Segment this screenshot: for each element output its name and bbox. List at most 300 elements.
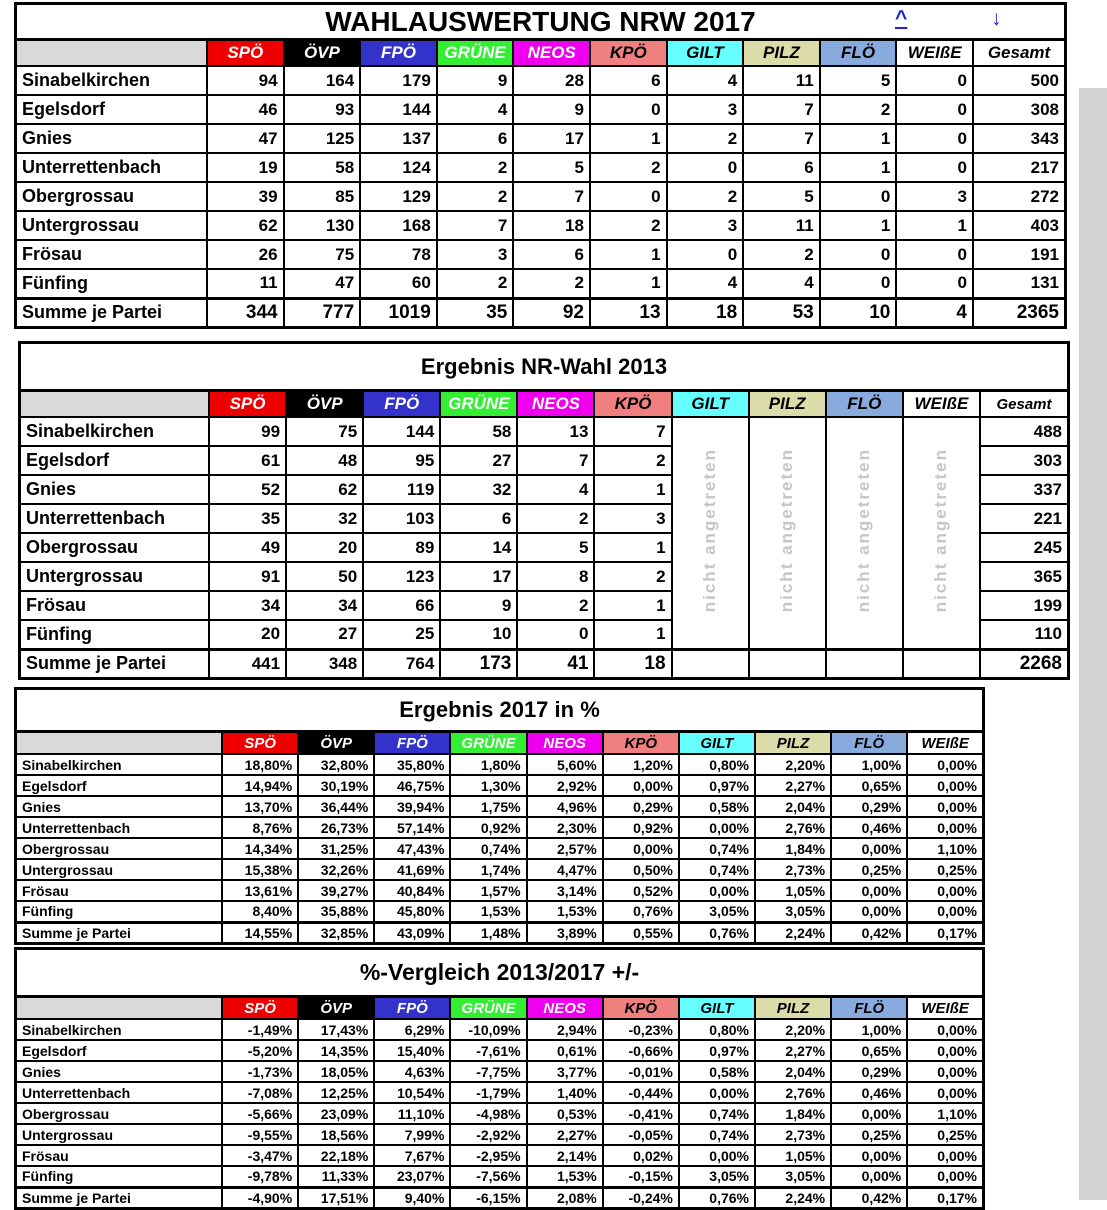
corner-cell[interactable]: [20, 391, 210, 418]
value-cell[interactable]: 1,10%: [907, 838, 983, 859]
value-cell[interactable]: 1: [594, 533, 671, 562]
value-cell[interactable]: 95: [363, 446, 440, 475]
value-cell[interactable]: -3,47%: [222, 1145, 298, 1166]
value-cell[interactable]: 12,25%: [298, 1082, 374, 1103]
value-cell[interactable]: 0,52%: [603, 880, 679, 901]
value-cell[interactable]: 1: [594, 591, 671, 620]
value-cell[interactable]: 14,35%: [298, 1040, 374, 1061]
sum-label-cell[interactable]: Summe je Partei: [20, 649, 210, 678]
party-header-kpo[interactable]: KPÖ: [590, 40, 667, 67]
value-cell[interactable]: 10: [440, 620, 517, 649]
value-cell[interactable]: 1,30%: [450, 775, 526, 796]
value-cell[interactable]: 2: [590, 211, 667, 240]
value-cell[interactable]: -0,23%: [603, 1019, 679, 1040]
value-cell[interactable]: 2,30%: [527, 817, 603, 838]
municipality-cell[interactable]: Sinabelkirchen: [16, 66, 208, 95]
value-cell[interactable]: 0,29%: [831, 1061, 907, 1082]
party-header-flo[interactable]: FLÖ: [831, 997, 907, 1020]
value-cell[interactable]: 7: [517, 446, 594, 475]
sum-value-cell[interactable]: -0,24%: [603, 1187, 679, 1208]
value-cell[interactable]: 1,40%: [527, 1082, 603, 1103]
sum-value-cell[interactable]: 10: [820, 298, 897, 327]
value-cell[interactable]: -2,95%: [450, 1145, 526, 1166]
value-cell[interactable]: 62: [207, 211, 284, 240]
value-cell[interactable]: 0: [896, 269, 973, 298]
value-cell[interactable]: 5: [513, 153, 590, 182]
party-header-flo[interactable]: FLÖ: [826, 391, 903, 418]
value-cell[interactable]: 32: [440, 475, 517, 504]
value-cell[interactable]: 0,00%: [907, 1145, 983, 1166]
value-cell[interactable]: 2: [667, 182, 744, 211]
value-cell[interactable]: 4,47%: [527, 859, 603, 880]
municipality-cell[interactable]: Gnies: [16, 1061, 223, 1082]
municipality-cell[interactable]: Unterrettenbach: [16, 153, 208, 182]
value-cell[interactable]: 5: [820, 66, 897, 95]
value-cell[interactable]: 18,56%: [298, 1124, 374, 1145]
empty-sum-cell[interactable]: [672, 649, 749, 678]
value-cell[interactable]: 0,00%: [907, 901, 983, 922]
value-cell[interactable]: 2,27%: [527, 1124, 603, 1145]
value-cell[interactable]: 7: [513, 182, 590, 211]
municipality-cell[interactable]: Untergrossau: [16, 1124, 223, 1145]
value-cell[interactable]: 47: [284, 269, 361, 298]
value-cell[interactable]: 17,43%: [298, 1019, 374, 1040]
value-cell[interactable]: 0,65%: [831, 775, 907, 796]
value-cell[interactable]: 48: [286, 446, 363, 475]
value-cell[interactable]: 144: [360, 95, 437, 124]
value-cell[interactable]: 2,73%: [755, 1124, 831, 1145]
sum-value-cell[interactable]: 764: [363, 649, 440, 678]
value-cell[interactable]: 8: [517, 562, 594, 591]
sum-value-cell[interactable]: 4: [896, 298, 973, 327]
value-cell[interactable]: 103: [363, 504, 440, 533]
value-cell[interactable]: -7,61%: [450, 1040, 526, 1061]
value-cell[interactable]: 2: [517, 591, 594, 620]
value-cell[interactable]: 34: [209, 591, 286, 620]
value-cell[interactable]: 46,75%: [374, 775, 450, 796]
value-cell[interactable]: 1,00%: [831, 1019, 907, 1040]
value-cell[interactable]: 14,94%: [222, 775, 298, 796]
value-cell[interactable]: 6: [743, 153, 820, 182]
sum-value-cell[interactable]: 348: [286, 649, 363, 678]
value-cell[interactable]: 15,38%: [222, 859, 298, 880]
value-cell[interactable]: 35: [209, 504, 286, 533]
value-cell[interactable]: 28: [513, 66, 590, 95]
value-cell[interactable]: 2,76%: [755, 817, 831, 838]
total-cell[interactable]: 191: [973, 240, 1066, 269]
value-cell[interactable]: 0,00%: [831, 1145, 907, 1166]
value-cell[interactable]: 1,57%: [450, 880, 526, 901]
value-cell[interactable]: 0,97%: [679, 775, 755, 796]
value-cell[interactable]: 8,40%: [222, 901, 298, 922]
value-cell[interactable]: 1: [590, 269, 667, 298]
value-cell[interactable]: 1,53%: [527, 901, 603, 922]
value-cell[interactable]: 5: [743, 182, 820, 211]
value-cell[interactable]: 17: [513, 124, 590, 153]
value-cell[interactable]: 2,20%: [755, 1019, 831, 1040]
value-cell[interactable]: 3,05%: [755, 1166, 831, 1187]
value-cell[interactable]: 5: [517, 533, 594, 562]
value-cell[interactable]: 0,25%: [831, 1124, 907, 1145]
municipality-cell[interactable]: Sinabelkirchen: [16, 754, 223, 775]
value-cell[interactable]: 39,94%: [374, 796, 450, 817]
value-cell[interactable]: 46: [207, 95, 284, 124]
value-cell[interactable]: 6: [437, 124, 514, 153]
value-cell[interactable]: 0,00%: [907, 817, 983, 838]
value-cell[interactable]: 4: [667, 269, 744, 298]
party-header-weisse[interactable]: WEIßE: [907, 732, 983, 755]
municipality-cell[interactable]: Unterrettenbach: [20, 504, 210, 533]
municipality-cell[interactable]: Unterrettenbach: [16, 817, 223, 838]
value-cell[interactable]: -9,78%: [222, 1166, 298, 1187]
municipality-cell[interactable]: Fünfing: [16, 901, 223, 922]
value-cell[interactable]: 1,74%: [450, 859, 526, 880]
value-cell[interactable]: 1: [594, 620, 671, 649]
value-cell[interactable]: 31,25%: [298, 838, 374, 859]
value-cell[interactable]: 1,53%: [527, 1166, 603, 1187]
value-cell[interactable]: 4,63%: [374, 1061, 450, 1082]
total-cell[interactable]: 488: [980, 417, 1069, 446]
sum-value-cell[interactable]: 0,76%: [679, 922, 755, 943]
value-cell[interactable]: 129: [360, 182, 437, 211]
value-cell[interactable]: 2: [437, 182, 514, 211]
value-cell[interactable]: 6,29%: [374, 1019, 450, 1040]
value-cell[interactable]: 2,14%: [527, 1145, 603, 1166]
value-cell[interactable]: 0,00%: [603, 775, 679, 796]
party-header-fpo[interactable]: FPÖ: [363, 391, 440, 418]
value-cell[interactable]: 11: [743, 211, 820, 240]
value-cell[interactable]: 0,02%: [603, 1145, 679, 1166]
sum-label-cell[interactable]: Summe je Partei: [16, 298, 208, 327]
value-cell[interactable]: -0,01%: [603, 1061, 679, 1082]
municipality-cell[interactable]: Frösau: [16, 240, 208, 269]
value-cell[interactable]: 0,46%: [831, 817, 907, 838]
sum-value-cell[interactable]: 777: [284, 298, 361, 327]
sum-value-cell[interactable]: 1019: [360, 298, 437, 327]
value-cell[interactable]: 0,00%: [907, 1019, 983, 1040]
municipality-cell[interactable]: Obergrossau: [16, 838, 223, 859]
value-cell[interactable]: 35,88%: [298, 901, 374, 922]
value-cell[interactable]: 10,54%: [374, 1082, 450, 1103]
municipality-cell[interactable]: Frösau: [20, 591, 210, 620]
value-cell[interactable]: 7: [743, 124, 820, 153]
value-cell[interactable]: 0: [517, 620, 594, 649]
party-header-flo[interactable]: FLÖ: [831, 732, 907, 755]
value-cell[interactable]: 2: [590, 153, 667, 182]
party-header-ovp[interactable]: ÖVP: [284, 40, 361, 67]
total-cell[interactable]: 365: [980, 562, 1069, 591]
value-cell[interactable]: 20: [209, 620, 286, 649]
value-cell[interactable]: 14,34%: [222, 838, 298, 859]
total-cell[interactable]: 110: [980, 620, 1069, 649]
value-cell[interactable]: 2,57%: [527, 838, 603, 859]
value-cell[interactable]: 11,33%: [298, 1166, 374, 1187]
municipality-cell[interactable]: Frösau: [16, 1145, 223, 1166]
party-header-neos[interactable]: NEOS: [513, 40, 590, 67]
value-cell[interactable]: 0,00%: [679, 1082, 755, 1103]
value-cell[interactable]: 52: [209, 475, 286, 504]
value-cell[interactable]: 0: [590, 182, 667, 211]
value-cell[interactable]: 179: [360, 66, 437, 95]
value-cell[interactable]: 2: [437, 153, 514, 182]
value-cell[interactable]: 0,00%: [831, 1103, 907, 1124]
value-cell[interactable]: 0: [896, 240, 973, 269]
value-cell[interactable]: 0: [896, 124, 973, 153]
sum-value-cell[interactable]: 2,08%: [527, 1187, 603, 1208]
value-cell[interactable]: -0,66%: [603, 1040, 679, 1061]
sum-value-cell[interactable]: 53: [743, 298, 820, 327]
municipality-cell[interactable]: Frösau: [16, 880, 223, 901]
sum-value-cell[interactable]: 41: [517, 649, 594, 678]
party-header-gilt[interactable]: GILT: [667, 40, 744, 67]
value-cell[interactable]: 0,80%: [679, 754, 755, 775]
value-cell[interactable]: 14: [440, 533, 517, 562]
value-cell[interactable]: 0: [667, 240, 744, 269]
value-cell[interactable]: 0,65%: [831, 1040, 907, 1061]
municipality-cell[interactable]: Obergrossau: [16, 182, 208, 211]
value-cell[interactable]: 1,10%: [907, 1103, 983, 1124]
value-cell[interactable]: 26,73%: [298, 817, 374, 838]
party-header-ovp[interactable]: ÖVP: [286, 391, 363, 418]
sum-value-cell[interactable]: 173: [440, 649, 517, 678]
sum-value-cell[interactable]: 2,24%: [755, 1187, 831, 1208]
municipality-cell[interactable]: Untergrossau: [16, 211, 208, 240]
value-cell[interactable]: 0,00%: [831, 1166, 907, 1187]
party-header-gilt[interactable]: GILT: [672, 391, 749, 418]
value-cell[interactable]: 119: [363, 475, 440, 504]
party-header-spo[interactable]: SPÖ: [209, 391, 286, 418]
value-cell[interactable]: 34: [286, 591, 363, 620]
value-cell[interactable]: 49: [209, 533, 286, 562]
value-cell[interactable]: 168: [360, 211, 437, 240]
party-header-kpo[interactable]: KPÖ: [603, 997, 679, 1020]
value-cell[interactable]: -4,98%: [450, 1103, 526, 1124]
sum-value-cell[interactable]: 17,51%: [298, 1187, 374, 1208]
value-cell[interactable]: 17: [440, 562, 517, 591]
value-cell[interactable]: 1: [820, 124, 897, 153]
value-cell[interactable]: 91: [209, 562, 286, 591]
total-cell[interactable]: 303: [980, 446, 1069, 475]
value-cell[interactable]: 18: [513, 211, 590, 240]
value-cell[interactable]: 75: [284, 240, 361, 269]
value-cell[interactable]: -7,75%: [450, 1061, 526, 1082]
value-cell[interactable]: 18,80%: [222, 754, 298, 775]
value-cell[interactable]: 124: [360, 153, 437, 182]
party-header-pilz[interactable]: PILZ: [743, 40, 820, 67]
party-header-weisse[interactable]: WEIßE: [907, 997, 983, 1020]
value-cell[interactable]: 93: [284, 95, 361, 124]
nav-down-arrow-link[interactable]: ↓: [991, 7, 1002, 30]
value-cell[interactable]: 1,53%: [450, 901, 526, 922]
gesamt-header[interactable]: Gesamt: [980, 391, 1069, 418]
value-cell[interactable]: 1: [590, 240, 667, 269]
value-cell[interactable]: 3: [896, 182, 973, 211]
value-cell[interactable]: 0,00%: [907, 796, 983, 817]
sum-value-cell[interactable]: 14,55%: [222, 922, 298, 943]
value-cell[interactable]: 1,05%: [755, 1145, 831, 1166]
sum-value-cell[interactable]: 0,42%: [831, 1187, 907, 1208]
value-cell[interactable]: 13: [517, 417, 594, 446]
value-cell[interactable]: 99: [209, 417, 286, 446]
value-cell[interactable]: 9: [437, 66, 514, 95]
value-cell[interactable]: 78: [360, 240, 437, 269]
value-cell[interactable]: 7,67%: [374, 1145, 450, 1166]
municipality-cell[interactable]: Gnies: [16, 796, 223, 817]
municipality-cell[interactable]: Egelsdorf: [20, 446, 210, 475]
value-cell[interactable]: 23,07%: [374, 1166, 450, 1187]
party-header-kpo[interactable]: KPÖ: [594, 391, 671, 418]
value-cell[interactable]: 0,00%: [907, 1061, 983, 1082]
sum-value-cell[interactable]: 2,24%: [755, 922, 831, 943]
value-cell[interactable]: 3,05%: [755, 901, 831, 922]
party-header-spo[interactable]: SPÖ: [222, 997, 298, 1020]
value-cell[interactable]: 2: [594, 446, 671, 475]
value-cell[interactable]: 2: [743, 240, 820, 269]
value-cell[interactable]: 0,00%: [907, 754, 983, 775]
value-cell[interactable]: -5,66%: [222, 1103, 298, 1124]
value-cell[interactable]: 19: [207, 153, 284, 182]
party-header-ovp[interactable]: ÖVP: [298, 997, 374, 1020]
party-header-neos[interactable]: NEOS: [527, 997, 603, 1020]
value-cell[interactable]: 6: [440, 504, 517, 533]
sum-total-cell[interactable]: 2268: [980, 649, 1069, 678]
value-cell[interactable]: 25: [363, 620, 440, 649]
value-cell[interactable]: 0: [820, 240, 897, 269]
value-cell[interactable]: 1: [594, 475, 671, 504]
value-cell[interactable]: 58: [284, 153, 361, 182]
sum-value-cell[interactable]: -6,15%: [450, 1187, 526, 1208]
value-cell[interactable]: -0,15%: [603, 1166, 679, 1187]
value-cell[interactable]: -10,09%: [450, 1019, 526, 1040]
party-header-spo[interactable]: SPÖ: [207, 40, 284, 67]
value-cell[interactable]: 18,05%: [298, 1061, 374, 1082]
party-header-kpo[interactable]: KPÖ: [603, 732, 679, 755]
value-cell[interactable]: 2: [667, 124, 744, 153]
value-cell[interactable]: 3: [594, 504, 671, 533]
value-cell[interactable]: 22,18%: [298, 1145, 374, 1166]
value-cell[interactable]: 2: [437, 269, 514, 298]
sum-label-cell[interactable]: Summe je Partei: [16, 922, 223, 943]
sum-value-cell[interactable]: 3,89%: [527, 922, 603, 943]
value-cell[interactable]: 1,84%: [755, 1103, 831, 1124]
value-cell[interactable]: 1,80%: [450, 754, 526, 775]
corner-cell[interactable]: [16, 732, 223, 755]
value-cell[interactable]: 7: [437, 211, 514, 240]
value-cell[interactable]: 3: [667, 211, 744, 240]
value-cell[interactable]: 39,27%: [298, 880, 374, 901]
total-cell[interactable]: 343: [973, 124, 1066, 153]
value-cell[interactable]: 1: [820, 153, 897, 182]
value-cell[interactable]: -7,08%: [222, 1082, 298, 1103]
value-cell[interactable]: 27: [286, 620, 363, 649]
total-cell[interactable]: 337: [980, 475, 1069, 504]
value-cell[interactable]: 94: [207, 66, 284, 95]
value-cell[interactable]: 0,00%: [831, 901, 907, 922]
value-cell[interactable]: 0: [896, 153, 973, 182]
value-cell[interactable]: -7,56%: [450, 1166, 526, 1187]
value-cell[interactable]: 3,14%: [527, 880, 603, 901]
municipality-cell[interactable]: Gnies: [16, 124, 208, 153]
value-cell[interactable]: 41,69%: [374, 859, 450, 880]
party-header-fpo[interactable]: FPÖ: [374, 732, 450, 755]
municipality-cell[interactable]: Fünfing: [16, 269, 208, 298]
party-header-gilt[interactable]: GILT: [679, 997, 755, 1020]
value-cell[interactable]: 0,00%: [907, 1040, 983, 1061]
municipality-cell[interactable]: Untergrossau: [20, 562, 210, 591]
municipality-cell[interactable]: Egelsdorf: [16, 95, 208, 124]
value-cell[interactable]: 0,92%: [450, 817, 526, 838]
party-header-ovp[interactable]: ÖVP: [298, 732, 374, 755]
value-cell[interactable]: 0: [820, 182, 897, 211]
value-cell[interactable]: 1,84%: [755, 838, 831, 859]
value-cell[interactable]: 1,00%: [831, 754, 907, 775]
sum-value-cell[interactable]: 0,55%: [603, 922, 679, 943]
value-cell[interactable]: 30,19%: [298, 775, 374, 796]
value-cell[interactable]: 2,04%: [755, 1061, 831, 1082]
total-cell[interactable]: 199: [980, 591, 1069, 620]
value-cell[interactable]: 75: [286, 417, 363, 446]
value-cell[interactable]: 0,46%: [831, 1082, 907, 1103]
value-cell[interactable]: -1,79%: [450, 1082, 526, 1103]
sum-label-cell[interactable]: Summe je Partei: [16, 1187, 223, 1208]
party-header-weisse[interactable]: WEIßE: [896, 40, 973, 67]
value-cell[interactable]: 3: [667, 95, 744, 124]
value-cell[interactable]: 0,25%: [907, 1124, 983, 1145]
value-cell[interactable]: 0,74%: [679, 1124, 755, 1145]
party-header-grune[interactable]: GRÜNE: [450, 732, 526, 755]
value-cell[interactable]: 4: [667, 66, 744, 95]
corner-cell[interactable]: [16, 40, 208, 67]
value-cell[interactable]: 0,00%: [603, 838, 679, 859]
party-header-fpo[interactable]: FPÖ: [360, 40, 437, 67]
party-header-pilz[interactable]: PILZ: [755, 732, 831, 755]
value-cell[interactable]: 164: [284, 66, 361, 95]
value-cell[interactable]: 0,00%: [907, 880, 983, 901]
value-cell[interactable]: 1: [820, 211, 897, 240]
value-cell[interactable]: -1,73%: [222, 1061, 298, 1082]
value-cell[interactable]: 0,00%: [679, 1145, 755, 1166]
party-header-gilt[interactable]: GILT: [679, 732, 755, 755]
value-cell[interactable]: 0,00%: [679, 817, 755, 838]
value-cell[interactable]: 1,75%: [450, 796, 526, 817]
sum-value-cell[interactable]: 0,17%: [907, 922, 983, 943]
sum-value-cell[interactable]: 32,85%: [298, 922, 374, 943]
sum-value-cell[interactable]: 43,09%: [374, 922, 450, 943]
party-header-spo[interactable]: SPÖ: [222, 732, 298, 755]
value-cell[interactable]: 11: [207, 269, 284, 298]
value-cell[interactable]: 125: [284, 124, 361, 153]
value-cell[interactable]: 6: [513, 240, 590, 269]
value-cell[interactable]: 0,58%: [679, 796, 755, 817]
value-cell[interactable]: 60: [360, 269, 437, 298]
value-cell[interactable]: 7,99%: [374, 1124, 450, 1145]
value-cell[interactable]: 2: [594, 562, 671, 591]
sum-value-cell[interactable]: 13: [590, 298, 667, 327]
value-cell[interactable]: 123: [363, 562, 440, 591]
value-cell[interactable]: 5,60%: [527, 754, 603, 775]
municipality-cell[interactable]: Obergrossau: [20, 533, 210, 562]
total-cell[interactable]: 131: [973, 269, 1066, 298]
value-cell[interactable]: 1,05%: [755, 880, 831, 901]
sum-value-cell[interactable]: 92: [513, 298, 590, 327]
corner-cell[interactable]: [16, 997, 223, 1020]
value-cell[interactable]: 47: [207, 124, 284, 153]
municipality-cell[interactable]: Fünfing: [20, 620, 210, 649]
value-cell[interactable]: 2,27%: [755, 775, 831, 796]
total-cell[interactable]: 272: [973, 182, 1066, 211]
total-cell[interactable]: 308: [973, 95, 1066, 124]
sum-total-cell[interactable]: 2365: [973, 298, 1066, 327]
